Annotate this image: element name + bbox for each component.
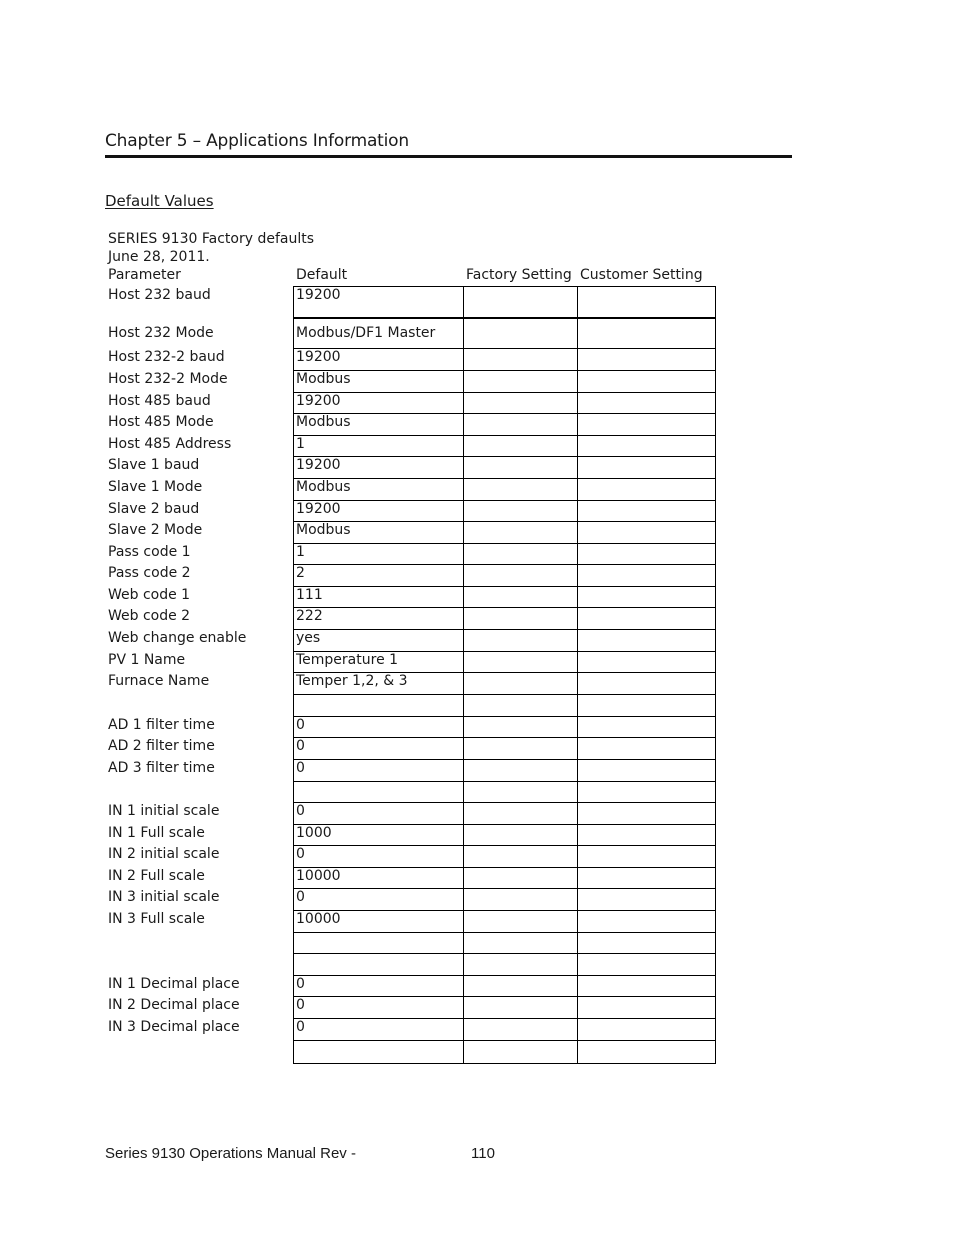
parameter-label: IN 2 Full scale: [108, 868, 205, 884]
customer-setting-cell: [577, 716, 716, 738]
parameter-label: Host 232 Mode: [108, 325, 214, 341]
factory-setting-cell: [463, 317, 578, 349]
table-row: [0, 781, 954, 802]
customer-setting-cell: [577, 607, 716, 630]
default-value-cell: 1: [293, 543, 464, 565]
parameter-label: Host 485 baud: [108, 393, 211, 409]
parameter-label: IN 2 initial scale: [108, 846, 220, 862]
parameter-label: Pass code 2: [108, 565, 191, 581]
column-header-parameter: Parameter: [108, 267, 181, 283]
customer-setting-cell: [577, 845, 716, 868]
default-value-cell: 0: [293, 888, 464, 911]
table-row: [0, 932, 954, 953]
default-value-cell: 10000: [293, 910, 464, 933]
factory-setting-cell: [463, 586, 578, 608]
default-value-cell: 0: [293, 1018, 464, 1041]
customer-setting-cell: [577, 1018, 716, 1041]
customer-setting-cell: [577, 888, 716, 911]
customer-setting-cell: [577, 370, 716, 393]
table-row: [0, 737, 954, 759]
table-row: [0, 629, 954, 651]
parameter-label: Host 232-2 Mode: [108, 371, 228, 387]
default-value-cell: 222: [293, 607, 464, 630]
table-row: [0, 651, 954, 672]
table-row: [0, 845, 954, 867]
table-row: [0, 867, 954, 888]
default-value-cell: 0: [293, 716, 464, 738]
table-row: [0, 716, 954, 737]
default-value-cell: Modbus: [293, 521, 464, 544]
factory-setting-cell: [463, 607, 578, 630]
default-value-cell: [293, 781, 464, 803]
parameter-label: AD 2 filter time: [108, 738, 215, 754]
table-caption-line-2: June 28, 2011.: [108, 249, 210, 265]
table-row: [0, 370, 954, 392]
table-row: [0, 1018, 954, 1040]
customer-setting-cell: [577, 802, 716, 825]
table-row: [0, 996, 954, 1018]
factory-setting-cell: [463, 737, 578, 760]
factory-setting-cell: [463, 651, 578, 673]
customer-setting-cell: [577, 392, 716, 414]
parameter-label: Slave 2 baud: [108, 501, 200, 517]
customer-setting-cell: [577, 629, 716, 652]
customer-setting-cell: [577, 478, 716, 501]
factory-setting-cell: [463, 694, 578, 717]
table-row: [0, 392, 954, 413]
default-value-cell: [293, 694, 464, 717]
parameter-label: IN 2 Decimal place: [108, 997, 240, 1013]
customer-setting-cell: [577, 286, 716, 319]
default-value-cell: Modbus/DF1 Master: [293, 317, 464, 349]
parameter-label: Host 485 Address: [108, 436, 232, 452]
factory-setting-cell: [463, 932, 578, 954]
default-value-cell: 0: [293, 975, 464, 997]
factory-setting-cell: [463, 888, 578, 911]
factory-setting-cell: [463, 910, 578, 933]
parameter-label: Web code 2: [108, 608, 191, 624]
factory-setting-cell: [463, 759, 578, 782]
default-value-cell: 0: [293, 996, 464, 1019]
default-value-cell: 1000: [293, 824, 464, 846]
table-row: [0, 672, 954, 694]
factory-setting-cell: [463, 845, 578, 868]
table-row: [0, 607, 954, 629]
customer-setting-cell: [577, 781, 716, 803]
customer-setting-cell: [577, 953, 716, 976]
parameter-label: Slave 1 Mode: [108, 479, 203, 495]
default-value-cell: Temper 1,2, & 3: [293, 672, 464, 695]
customer-setting-cell: [577, 737, 716, 760]
default-value-cell: 111: [293, 586, 464, 608]
parameter-label: Slave 1 baud: [108, 457, 200, 473]
table-row: [0, 478, 954, 500]
default-value-cell: 0: [293, 759, 464, 782]
customer-setting-cell: [577, 932, 716, 954]
table-row: [0, 953, 954, 975]
factory-setting-cell: [463, 543, 578, 565]
default-value-cell: Modbus: [293, 370, 464, 393]
factory-setting-cell: [463, 1040, 578, 1064]
parameter-label: AD 1 filter time: [108, 717, 215, 733]
default-value-cell: yes: [293, 629, 464, 652]
customer-setting-cell: [577, 348, 716, 371]
parameter-label: IN 3 initial scale: [108, 889, 220, 905]
factory-setting-cell: [463, 392, 578, 414]
default-value-cell: Modbus: [293, 478, 464, 501]
factory-setting-cell: [463, 435, 578, 457]
customer-setting-cell: [577, 500, 716, 522]
default-value-cell: 19200: [293, 500, 464, 522]
table-row: [0, 888, 954, 910]
customer-setting-cell: [577, 651, 716, 673]
parameter-label: Furnace Name: [108, 673, 210, 689]
customer-setting-cell: [577, 694, 716, 717]
default-value-cell: 10000: [293, 867, 464, 889]
chapter-title: Chapter 5 – Applications Information: [105, 131, 409, 151]
default-value-cell: Modbus: [293, 413, 464, 436]
parameter-label: AD 3 filter time: [108, 760, 215, 776]
factory-setting-cell: [463, 500, 578, 522]
table-caption-line-1: SERIES 9130 Factory defaults: [108, 231, 314, 247]
table-row: [0, 286, 954, 318]
parameter-label: Host 232-2 baud: [108, 349, 225, 365]
table-row: [0, 500, 954, 521]
default-value-cell: [293, 1040, 464, 1064]
parameter-label: IN 3 Full scale: [108, 911, 205, 927]
factory-setting-cell: [463, 286, 578, 319]
parameter-label: IN 1 Decimal place: [108, 976, 240, 992]
default-value-cell: 0: [293, 737, 464, 760]
default-value-cell: 2: [293, 564, 464, 587]
factory-setting-cell: [463, 521, 578, 544]
customer-setting-cell: [577, 867, 716, 889]
page-number: 110: [471, 1145, 495, 1162]
chapter-divider: [105, 155, 792, 158]
column-header-factory: Factory Setting: [466, 267, 572, 283]
factory-setting-cell: [463, 996, 578, 1019]
factory-setting-cell: [463, 716, 578, 738]
column-header-customer: Customer Setting: [580, 267, 703, 283]
default-value-cell: [293, 953, 464, 976]
table-row: [0, 348, 954, 370]
factory-setting-cell: [463, 953, 578, 976]
factory-setting-cell: [463, 781, 578, 803]
table-row: [0, 802, 954, 824]
factory-setting-cell: [463, 413, 578, 436]
table-row: [0, 694, 954, 716]
parameter-label: PV 1 Name: [108, 652, 186, 668]
factory-setting-cell: [463, 456, 578, 479]
default-value-cell: 19200: [293, 456, 464, 479]
customer-setting-cell: [577, 317, 716, 349]
customer-setting-cell: [577, 456, 716, 479]
factory-setting-cell: [463, 824, 578, 846]
customer-setting-cell: [577, 435, 716, 457]
customer-setting-cell: [577, 996, 716, 1019]
default-value-cell: 0: [293, 802, 464, 825]
parameter-label: Web change enable: [108, 630, 247, 646]
default-value-cell: 1: [293, 435, 464, 457]
parameter-label: IN 1 Full scale: [108, 825, 205, 841]
customer-setting-cell: [577, 672, 716, 695]
factory-setting-cell: [463, 370, 578, 393]
customer-setting-cell: [577, 543, 716, 565]
parameter-label: Slave 2 Mode: [108, 522, 203, 538]
customer-setting-cell: [577, 521, 716, 544]
parameter-label: Pass code 1: [108, 544, 191, 560]
parameter-label: Web code 1: [108, 587, 191, 603]
footer-manual-title: Series 9130 Operations Manual Rev -: [105, 1145, 356, 1162]
table-row: [0, 521, 954, 543]
table-row: [0, 975, 954, 996]
customer-setting-cell: [577, 759, 716, 782]
table-row: [0, 413, 954, 435]
table-row: [0, 759, 954, 781]
factory-setting-cell: [463, 867, 578, 889]
column-header-default: Default: [296, 267, 348, 283]
table-row: [0, 910, 954, 932]
customer-setting-cell: [577, 910, 716, 933]
parameter-label: Host 232 baud: [108, 287, 211, 303]
parameter-label: Host 485 Mode: [108, 414, 214, 430]
table-row: [0, 435, 954, 456]
factory-setting-cell: [463, 564, 578, 587]
customer-setting-cell: [577, 975, 716, 997]
table-row: [0, 824, 954, 845]
parameter-label: IN 3 Decimal place: [108, 1019, 240, 1035]
factory-setting-cell: [463, 629, 578, 652]
customer-setting-cell: [577, 586, 716, 608]
table-row: [0, 543, 954, 564]
factory-setting-cell: [463, 672, 578, 695]
customer-setting-cell: [577, 564, 716, 587]
factory-setting-cell: [463, 478, 578, 501]
default-value-cell: [293, 932, 464, 954]
default-value-cell: 19200: [293, 348, 464, 371]
table-row: [0, 1040, 954, 1063]
default-value-cell: 19200: [293, 286, 464, 319]
table-row: [0, 456, 954, 478]
customer-setting-cell: [577, 824, 716, 846]
factory-setting-cell: [463, 802, 578, 825]
default-value-cell: Temperature 1: [293, 651, 464, 673]
customer-setting-cell: [577, 413, 716, 436]
default-value-cell: 19200: [293, 392, 464, 414]
table-row: [0, 586, 954, 607]
factory-setting-cell: [463, 975, 578, 997]
factory-setting-cell: [463, 348, 578, 371]
parameter-label: IN 1 initial scale: [108, 803, 220, 819]
table-row: [0, 317, 954, 348]
customer-setting-cell: [577, 1040, 716, 1064]
section-title: Default Values: [105, 192, 214, 210]
table-row: [0, 564, 954, 586]
factory-setting-cell: [463, 1018, 578, 1041]
default-value-cell: 0: [293, 845, 464, 868]
